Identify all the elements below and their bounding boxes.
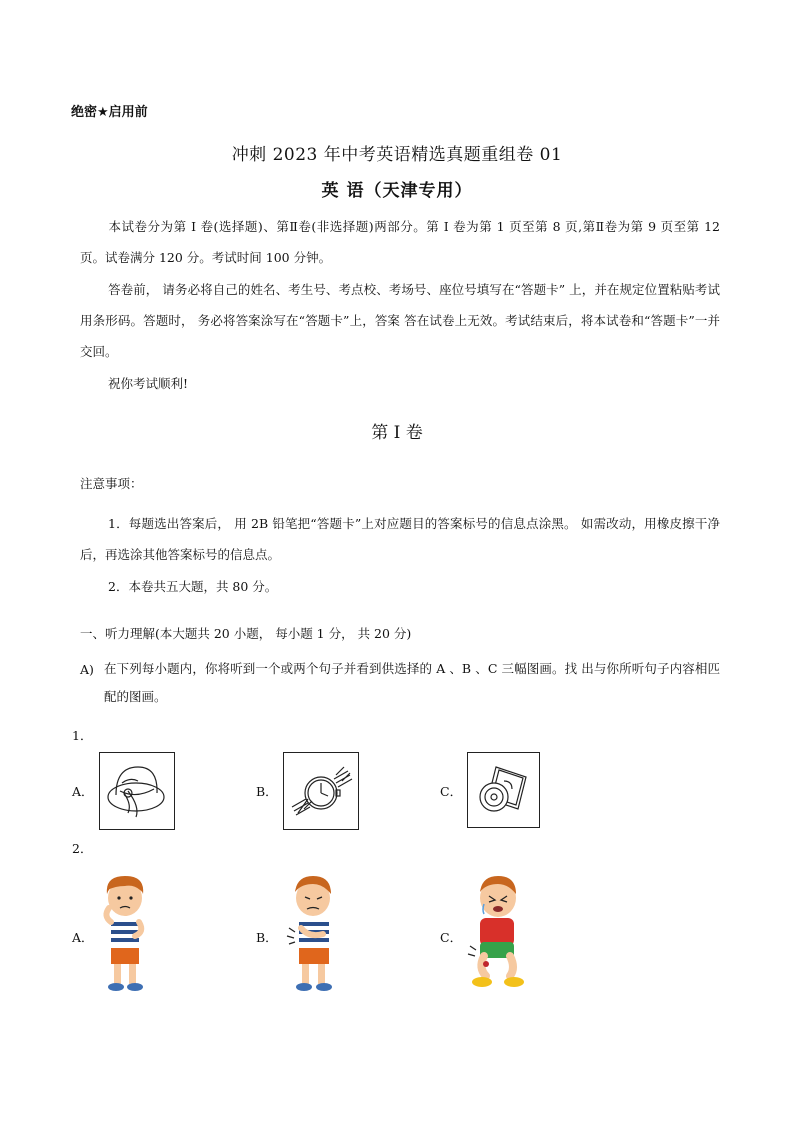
note-2: 2．本卷共五大题，共 80 分。: [108, 579, 278, 594]
intro-paragraph-1: 本试卷分为第 I 卷(选择题)、第Ⅱ卷(非选择题)两部分。第 I 卷为第 1 页至第 8 页,第Ⅱ卷为第 9 页至第 12 页。试卷满分 120 分。考试时间 100 分钟。: [80, 219, 720, 265]
q1-option-a-label: A．: [72, 784, 94, 799]
q2-option-a-label: A．: [72, 930, 94, 945]
part1-heading: 一、听力理解(本大题共 20 小题， 每小题 1 分， 共 20 分): [80, 626, 412, 641]
section-title: 第 I 卷: [371, 423, 423, 443]
q2-option-b-image: [279, 872, 349, 996]
q2-option-c-label: C．: [440, 930, 463, 945]
boy-stomachache-icon: [279, 872, 349, 996]
confidential-label: 绝密★启用前: [71, 105, 148, 120]
note-1: 1．每题选出答案后， 用 2B 铅笔把“答题卡”上对应题目的答案标号的信息点涂黑。 如需改动，用橡皮擦干净后，再选涂其他答案标号的信息点。: [80, 516, 720, 562]
q1-option-c-image: [467, 752, 540, 828]
exam-title: 冲刺 2023 年中考英语精选真题重组卷 01: [231, 145, 563, 165]
boy-knee-injury-icon: [466, 872, 528, 996]
intro-paragraph-3: 祝你考试顺利!: [108, 376, 189, 391]
exam-subtitle: 英 语（天津专用）: [321, 181, 473, 201]
q2-option-a-image: [95, 872, 155, 996]
q1-option-c-label: C．: [440, 784, 463, 799]
q1-option-b-image: [283, 752, 359, 830]
intro-paragraph-2: 答卷前， 请务必将自己的姓名、考生号、考点校、考场号、座位号填写在“答题卡” 上，并在规定位置粘贴考试用条形码。答题时， 务必将答案涂写在“答题卡”上，答案 答在试卷上无效。考试结束后，将本试卷和“答题卡”一并交回。: [80, 282, 720, 359]
watch-icon: [284, 753, 358, 829]
question-number-1: 1．: [72, 728, 93, 743]
q2-option-c-image: [466, 872, 528, 996]
notes-heading: 注意事项：: [80, 476, 143, 491]
q1-option-a-image: [99, 752, 175, 830]
cd-icon: [468, 753, 539, 827]
question-number-2: 2．: [72, 841, 93, 856]
instruction-label: A): [80, 662, 94, 677]
boy-toothache-icon: [95, 872, 155, 996]
hat-icon: [100, 753, 174, 829]
q2-option-b-label: B．: [256, 930, 278, 945]
q1-option-b-label: B．: [256, 784, 278, 799]
instruction-text: 在下列每小题内，你将听到一个或两个句子并看到供选择的 A 、B 、C 三幅图画。找 出与你所听句子内容相匹配的图画。: [104, 661, 720, 704]
